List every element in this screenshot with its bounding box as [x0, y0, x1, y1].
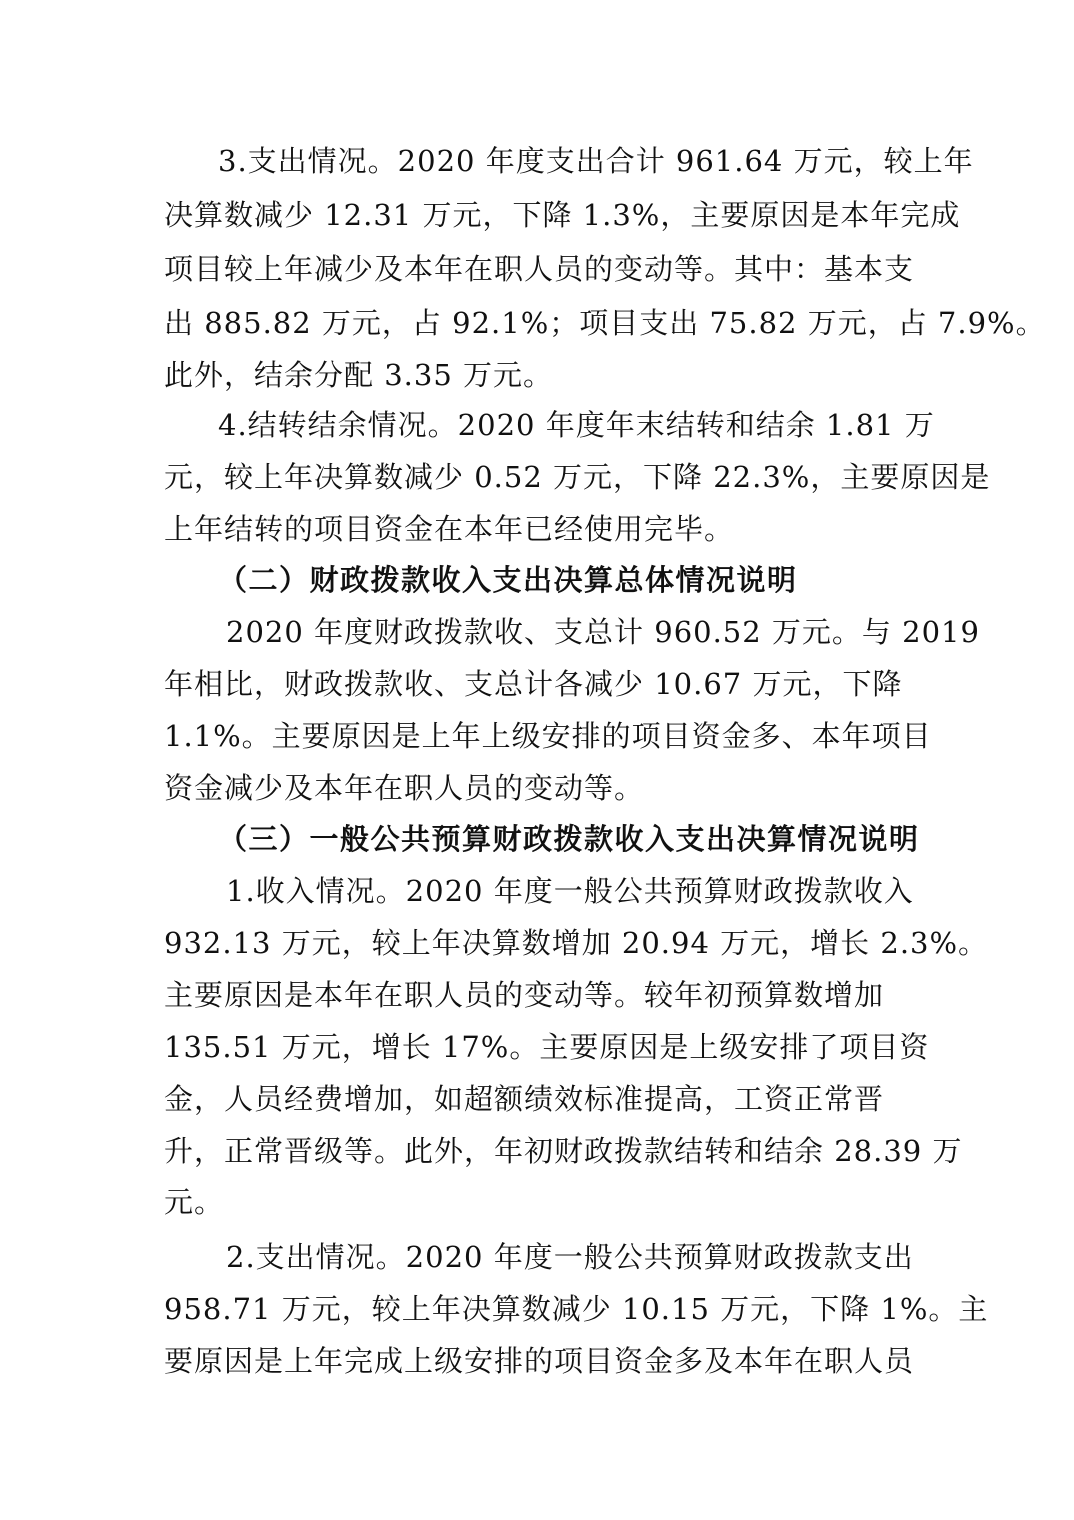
paragraph-line: 升，正常晋级等。此外，年初财政拨款结转和结余 28.39 万 [164, 1134, 963, 1168]
paragraph-line: 决算数减少 12.31 万元，下降 1.3%，主要原因是本年完成 [164, 198, 961, 232]
paragraph-line: 932.13 万元，较上年决算数增加 20.94 万元，增长 2.3%。 [164, 926, 989, 960]
section-heading: （二）财政拨款收入支出决算总体情况说明 [218, 563, 798, 597]
paragraph-line: 金，人员经费增加，如超额绩效标准提高，工资正常晋 [164, 1082, 885, 1116]
paragraph-line: 3.支出情况。2020 年度支出合计 961.64 万元，较上年 [218, 144, 974, 178]
paragraph-line: 主要原因是本年在职人员的变动等。较年初预算数增加 [164, 978, 885, 1012]
paragraph-line: 要原因是上年完成上级安排的项目资金多及本年在职人员 [164, 1344, 915, 1378]
paragraph-line: 此外，结余分配 3.35 万元。 [164, 358, 554, 392]
paragraph-line: 资金减少及本年在职人员的变动等。 [164, 771, 645, 805]
paragraph-line: 4.结转结余情况。2020 年度年末结转和结余 1.81 万 [218, 408, 935, 442]
paragraph-line: 958.71 万元，较上年决算数减少 10.15 万元，下降 1%。主 [164, 1292, 989, 1326]
paragraph-line: 年相比，财政拨款收、支总计各减少 10.67 万元，下降 [164, 667, 903, 701]
paragraph-line: 2.支出情况。2020 年度一般公共预算财政拨款支出 [226, 1240, 914, 1274]
paragraph-line: 1.收入情况。2020 年度一般公共预算财政拨款收入 [226, 874, 914, 908]
paragraph-line: 上年结转的项目资金在本年已经使用完毕。 [164, 512, 735, 546]
paragraph-line: 出 885.82 万元，占 92.1%；项目支出 75.82 万元，占 7.9%。 [164, 306, 1046, 340]
paragraph-line: 元。 [164, 1185, 225, 1219]
paragraph-line: 2020 年度财政拨款收、支总计 960.52 万元。与 2019 [226, 615, 980, 649]
section-heading: （三）一般公共预算财政拨款收入支出决算情况说明 [218, 822, 920, 856]
paragraph-line: 项目较上年减少及本年在职人员的变动等。其中：基本支 [164, 252, 915, 286]
paragraph-line: 135.51 万元，增长 17%。主要原因是上级安排了项目资 [164, 1030, 930, 1064]
paragraph-line: 1.1%。主要原因是上年上级安排的项目资金多、本年项目 [164, 719, 932, 753]
paragraph-line: 元，较上年决算数减少 0.52 万元，下降 22.3%，主要原因是 [164, 460, 991, 494]
